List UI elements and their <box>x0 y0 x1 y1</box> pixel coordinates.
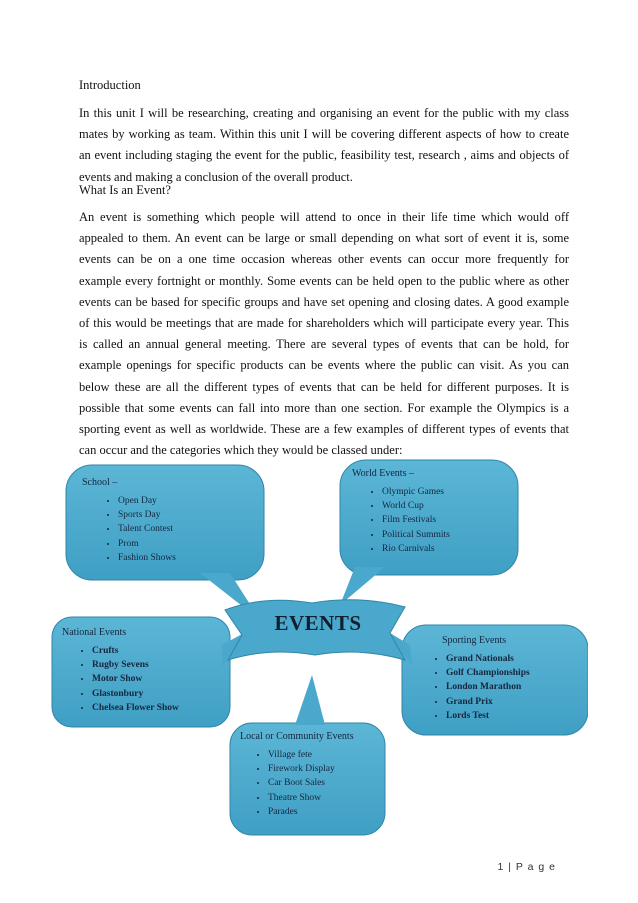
list-item: • Parades <box>268 805 354 819</box>
list-item: • Fashion Shows <box>118 551 176 565</box>
page-separator: | <box>508 861 512 873</box>
list-item: • Political Summits <box>382 528 450 542</box>
national-bubble <box>62 627 179 715</box>
list-item: • Car Boot Sales <box>268 776 354 790</box>
list-item: • Firework Display <box>268 762 354 776</box>
list-item: • Open Day <box>118 494 176 508</box>
list-item: • Prom <box>118 537 176 551</box>
list-item: • Rugby Sevens <box>92 658 179 672</box>
intro-paragraph: In this unit I will be researching, creating and organising an event for the public with my class mates by working as team. Within this unit I will be covering different aspects of how to create an event including staging the event for the public, feasibility test, research , aims and objects of events and making a conclusion of the overall product. <box>79 106 569 184</box>
page-label: P a g e <box>515 861 556 873</box>
sporting-bubble <box>430 635 530 723</box>
list-item: • Grand Prix <box>446 695 530 709</box>
sporting-title: Sporting Events <box>442 635 507 646</box>
list-item: • Golf Championships <box>446 666 530 680</box>
list-item: • Glastonbury <box>92 687 179 701</box>
list-item: • Sports Day <box>118 508 176 522</box>
school-title: School – <box>82 477 118 488</box>
world-title: World Events – <box>352 468 414 479</box>
list-item: • Talent Contest <box>118 522 176 536</box>
list-item: • Theatre Show <box>268 791 354 805</box>
local-title: Local or Community Events <box>240 731 354 742</box>
intro-heading: Introduction <box>79 78 141 92</box>
list-item: • Motor Show <box>92 672 179 686</box>
list-item: • Chelsea Flower Show <box>92 701 179 715</box>
list-item: • Rio Carnivals <box>382 542 450 556</box>
page-number: 1 <box>497 861 505 873</box>
national-title: National Events <box>62 627 127 638</box>
events-center-label: EVENTS <box>274 611 362 635</box>
list-item: • London Marathon <box>446 680 530 694</box>
events-diagram <box>50 455 588 840</box>
list-item: • Crufts <box>92 644 179 658</box>
list-item: • Film Festivals <box>382 513 450 527</box>
list-item: • Lords Test <box>446 709 530 723</box>
list-item: • World Cup <box>382 499 450 513</box>
list-item: • Grand Nationals <box>446 652 530 666</box>
what-is-paragraph: An event is something which people will attend to once in their life time which would off appealed to them. An event can be large or small depending on what sort of event it is, some events can be on a one time occasion whereas other events can occur more frequently for example every fortnight or monthly. Some events can be held open to the public where as other events can be based for specific groups and have set opening and closing dates. A good example of this would be meetings that are made for shareholders which will participate every year. This is called an annual general meeting. There are several types of events that can be hold, for example openings for specific products can be events where the public can visit. As you can below these are all the different types of events that can be held for different purposes. It is possible that some events can fall into more than one section. For example the Olympics is a sporting event as well as worldwide. These are a few examples of different types of events that can occur and the categories which they would be classed under: <box>79 210 569 458</box>
school-bubble <box>82 477 176 565</box>
what-is-heading: What Is an Event? <box>79 183 171 197</box>
list-item: • Village fete <box>268 748 354 762</box>
page-footer <box>497 861 556 873</box>
world-bubble <box>352 468 450 556</box>
list-item: • Olympic Games <box>382 485 450 499</box>
local-bubble <box>240 731 354 819</box>
